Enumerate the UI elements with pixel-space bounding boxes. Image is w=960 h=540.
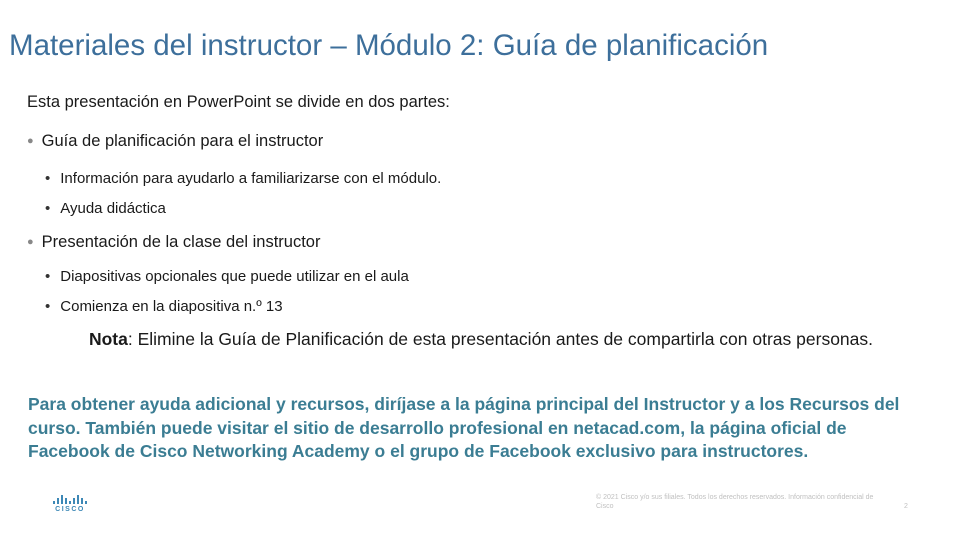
note-label: Nota	[88, 329, 128, 349]
bullet-icon: •	[45, 200, 51, 217]
note-body: : Elimine la Guía de Planificación de esta presentación antes de compartirla con otras personas.	[127, 329, 874, 349]
bullet-section-planning-guide	[27, 132, 323, 151]
help-text: Para obtener ayuda adicional y recursos, diríjase a la página principal del Instructor y a los Recursos del curso. También puede visitar el sitio de desarrollo profesional en netacad.com, la página oficial de Facebook de Cisco Networking Academy o el grupo de Facebook exclusivo para instructores.	[28, 394, 900, 461]
bullet-icon: •	[45, 268, 51, 285]
sub-bullet-text: Comienza en la diapositiva n.º 13	[60, 298, 283, 315]
page-number: 2	[904, 503, 908, 510]
bullet-icon: ●	[27, 236, 34, 248]
cisco-bars-icon	[50, 494, 90, 504]
section-label: Guía de planificación para el instructor	[41, 132, 324, 150]
footer-copyright: © 2021 Cisco y/o sus filiales. Todos los derechos reservados. Información confidencial de Cisco	[596, 494, 874, 510]
sub-bullet-item	[45, 170, 441, 187]
slide-title: Materiales del instructor – Módulo 2: Guía de planificación	[9, 29, 769, 62]
cisco-logo	[50, 494, 90, 513]
bullet-section-class-presentation	[27, 233, 320, 252]
sub-bullet-item	[45, 200, 166, 217]
logo-text: CISCO	[55, 506, 85, 513]
sub-bullet-text: Diapositivas opcionales que puede utilizar en el aula	[60, 268, 409, 285]
bullet-icon: ●	[27, 135, 34, 147]
sub-bullet-text: Ayuda didáctica	[60, 200, 166, 217]
note-text	[50, 328, 912, 351]
sub-bullet-item	[45, 268, 409, 285]
sub-bullet-text: Información para ayudarlo a familiarizarse con el módulo.	[60, 170, 442, 187]
intro-text: Esta presentación en PowerPoint se divide en dos partes:	[27, 93, 450, 111]
bullet-icon: •	[45, 170, 51, 187]
sub-bullet-item	[45, 298, 283, 315]
bullet-icon: •	[45, 298, 51, 315]
section-label: Presentación de la clase del instructor	[41, 233, 321, 251]
